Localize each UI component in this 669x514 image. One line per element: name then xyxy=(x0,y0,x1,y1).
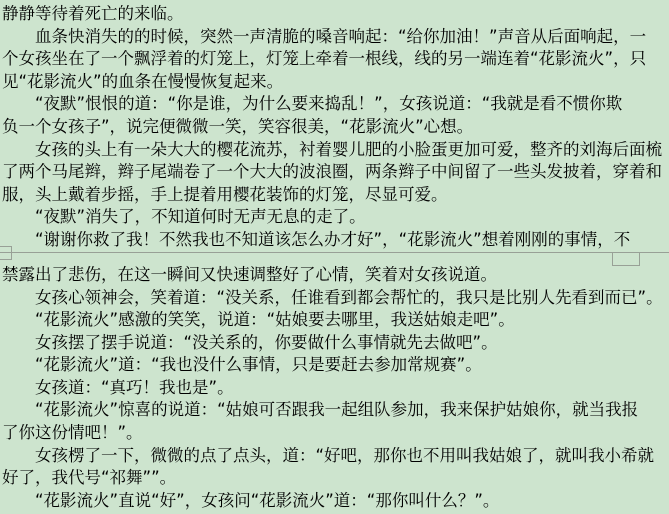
text-line: 女孩的头上有一朵大大的樱花流苏，衬着婴儿肥的小脸蛋更加可爱，整齐的刘海后面梳 xyxy=(35,139,662,159)
page-break-line xyxy=(0,252,669,253)
text-line: 女孩道：“真巧！我也是”。 xyxy=(35,377,234,397)
text-line: 见“花影流火”的血条在慢慢恢复起来。 xyxy=(2,71,284,91)
text-lines-page1 xyxy=(0,3,669,252)
text-line: 女孩心领神会，笑着道：“没关系，任谁看到都会帮忙的，我只是比别人先看到而已”。 xyxy=(35,287,663,307)
text-lines-page2 xyxy=(0,264,669,513)
text-line: “花影流火”感激的笑笑，说道：“姑娘要去哪里，我送姑娘走吧”。 xyxy=(35,310,515,330)
text-line: 负一个女孩子”，说完便微微一笑，笑容很美，“花影流火”心想。 xyxy=(2,116,474,136)
text-line: 女孩摆了摆手说道：“没关系的，你要做什么事情就先去做吧”。 xyxy=(35,332,498,352)
text-line: 好了，我代号“祁舞””。 xyxy=(2,468,177,488)
text-line: “花影流火”惊喜的说道：“姑娘可否跟我一起组队参加，我来保护姑娘你，就当我报 xyxy=(35,400,639,420)
text-line: “谢谢你救了我！不然我也不知道该怎么办才好”，“花影流火”想着刚刚的事情，不 xyxy=(35,229,631,249)
text-line: 女孩楞了一下，微微的点了点头，道：“好吧，那你也不用叫我姑娘了，就叫我小希就 xyxy=(35,445,655,465)
page-break-marker xyxy=(0,252,669,264)
text-line: 了两个马尾辫，辫子尾端卷了一个大大的波浪圈，两条辫子中间留了一些头发披着，穿着和 xyxy=(2,162,662,182)
text-line: 血条快消失的的时候，突然一声清脆的嗓音响起：“给你加油！”声音从后面响起，一 xyxy=(35,26,647,46)
text-boundary-mark-left xyxy=(0,246,12,260)
text-line: 服，头上戴着步摇，手上提着用樱花装饰的灯笼，尽显可爱。 xyxy=(2,184,448,204)
text-line: 静静等待着死亡的来临。 xyxy=(2,4,184,23)
text-line: 了你这份情吧！”。 xyxy=(2,423,143,443)
text-line: “花影流火”道：“我也没什么事情，只是要赶去参加常规赛”。 xyxy=(35,355,482,375)
text-line: “花影流火”直说“好”，女孩问“花影流火”道：“那你叫什么？”。 xyxy=(35,490,500,510)
text-line: 禁露出了悲伤，在这一瞬间又快速调整好了心情，笑着对女孩说道。 xyxy=(2,264,497,284)
text-boundary-mark-right xyxy=(612,252,640,266)
text-line: 个女孩坐在了一个飘浮着的灯笼上，灯笼上牵着一根线，线的另一端连着“花影流火”，只 xyxy=(2,49,647,69)
text-line: “夜默”恨恨的道：“你是谁，为什么要来捣乱！”，女孩说道：“我就是看不惯你欺 xyxy=(35,94,623,114)
text-line: “夜默”消失了，不知道何时无声无息的走了。 xyxy=(35,207,366,227)
